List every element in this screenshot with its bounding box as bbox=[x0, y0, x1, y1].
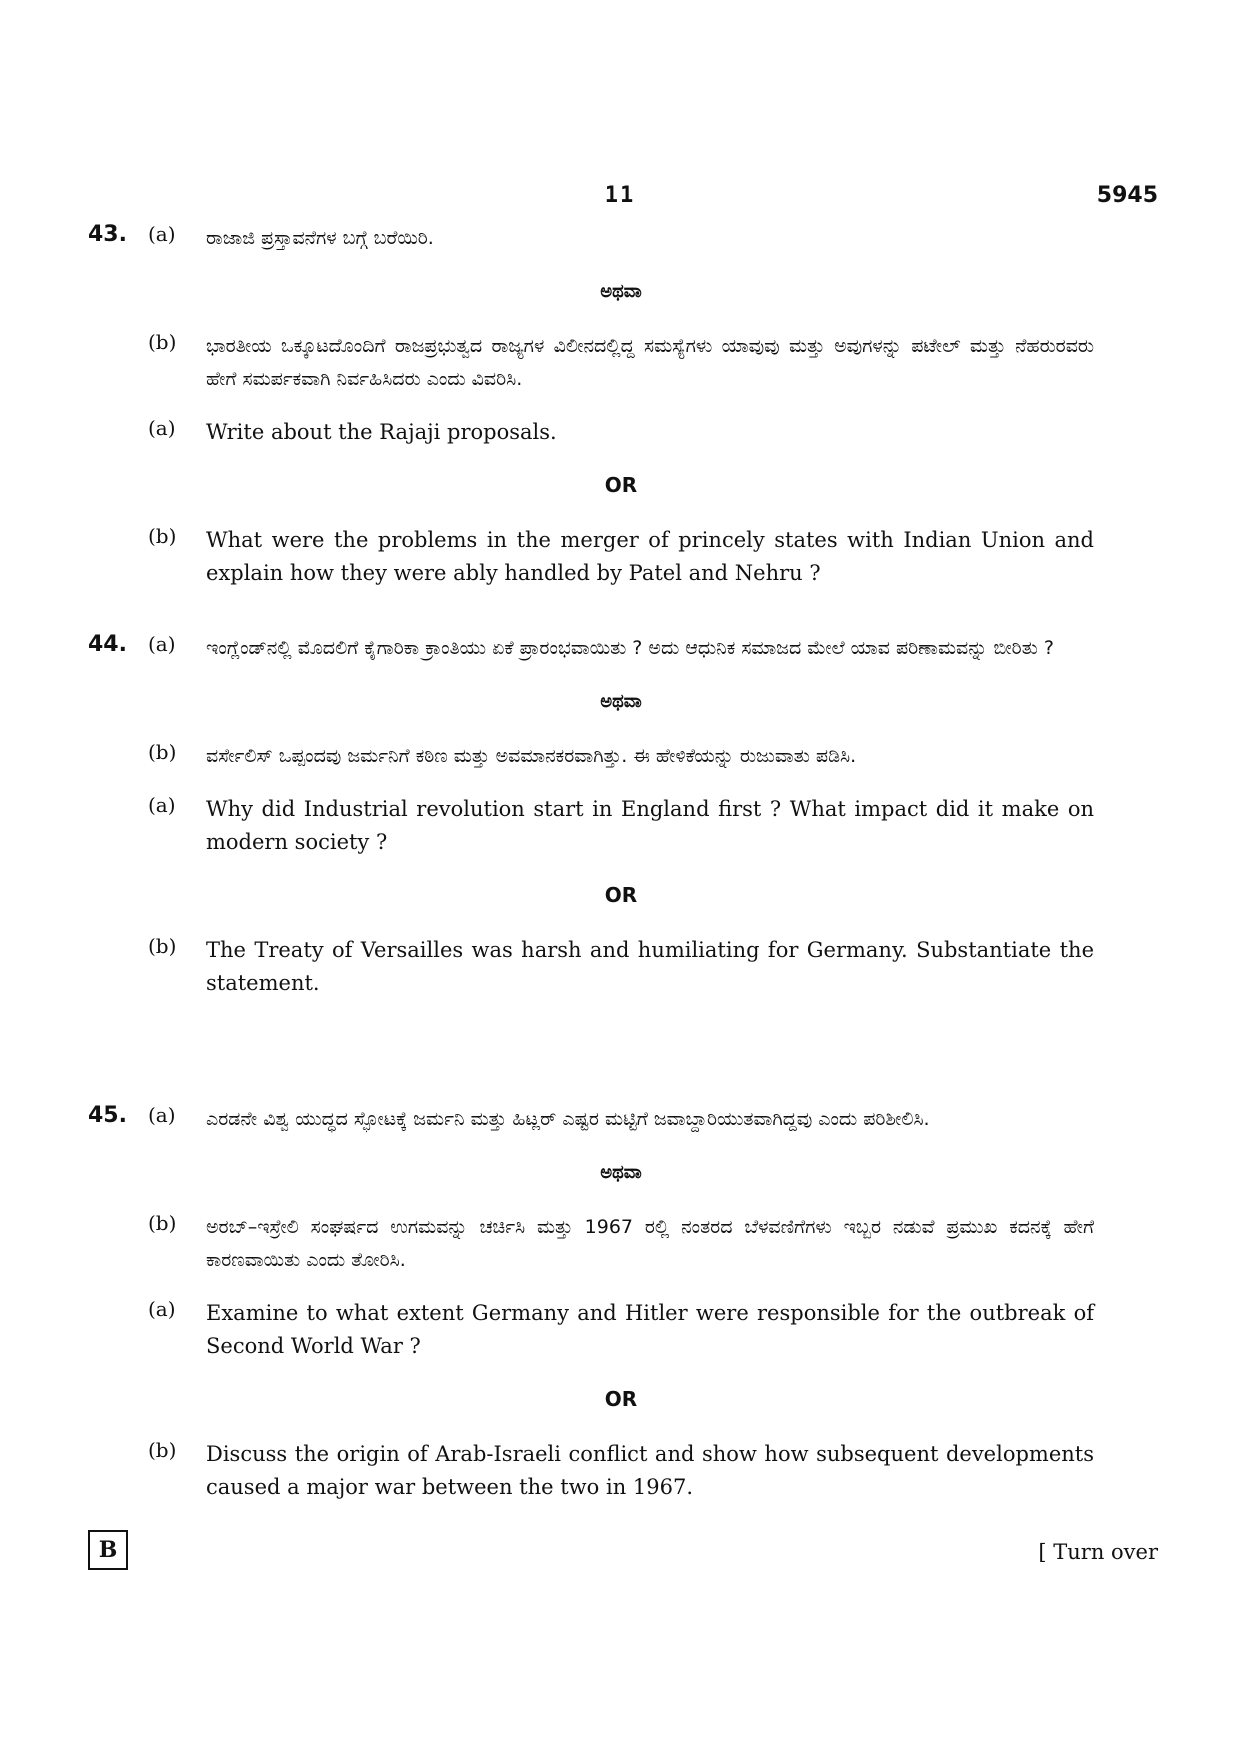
option-b-kannada bbox=[148, 1211, 1098, 1277]
option-text: ಎರಡನೇ ವಿಶ್ವ ಯುದ್ಧದ ಸ್ಫೋಟಕ್ಕೆ ಜರ್ಮನಿ ಮತ್ತು ಹಿಟ್ಲರ್ ಎಷ್ಟರ ಮಟ್ಟಿಗೆ ಜವಾಬ್ದಾರಿಯುತವಾಗಿದ್ದವು ಎಂದು ಪರಿಶೀಲಿಸಿ. bbox=[206, 1108, 930, 1130]
option-b-kannada bbox=[148, 330, 1098, 396]
option-a-kannada bbox=[148, 1103, 1098, 1136]
option-a-kannada bbox=[148, 222, 1098, 255]
question-44 bbox=[88, 632, 1098, 1020]
option-text: The Treaty of Versailles was harsh and humiliating for Germany. Substantiate the statement. bbox=[206, 938, 1094, 995]
option-a-english bbox=[148, 793, 1098, 859]
option-label: (a) bbox=[148, 793, 176, 817]
option-label: (a) bbox=[148, 222, 176, 246]
option-b-english bbox=[148, 524, 1098, 590]
option-a-english bbox=[148, 1297, 1098, 1363]
question-number: 43. bbox=[88, 222, 127, 247]
question-number: 44. bbox=[88, 632, 127, 657]
option-text: Discuss the origin of Arab-Israeli conflict and show how subsequent developments caused a major war between the two in 1967. bbox=[206, 1442, 1094, 1499]
option-label: (b) bbox=[148, 934, 177, 958]
option-text: ವರ್ಸೇಲಿಸ್ ಒಪ್ಪಂದವು ಜರ್ಮನಿಗೆ ಕಠಿಣ ಮತ್ತು ಅವಮಾನಕರವಾಗಿತ್ತು. ಈ ಹೇಳಿಕೆಯನ್ನು ರುಜುವಾತು ಪಡಿಸಿ. bbox=[206, 745, 857, 767]
question-number: 45. bbox=[88, 1103, 127, 1128]
option-b-english bbox=[148, 1438, 1098, 1504]
option-text: ಭಾರತೀಯ ಒಕ್ಕೂಟದೊಂದಿಗೆ ರಾಜಪ್ರಭುತ್ವದ ರಾಜ್ಯಗಳ ವಿಲೀನದಲ್ಲಿದ್ದ ಸಮಸ್ಯೆಗಳು ಯಾವುವು ಮತ್ತು ಅವುಗಳನ್ನು ಪಟೇಲ್ ಮತ್ತು ನೆಹರುರವರು ಹೇಗೆ ಸಮರ್ಪಕವಾಗಿ ನಿರ್ವಹಿಸಿದರು ಎಂದು ವಿವರಿಸಿ. bbox=[206, 335, 1094, 390]
or-separator-kannada: ಅಥವಾ bbox=[600, 1162, 642, 1183]
option-text: Why did Industrial revolution start in England first ? What impact did it make on modern society ? bbox=[206, 797, 1094, 854]
option-label: (a) bbox=[148, 416, 176, 440]
question-43 bbox=[88, 222, 1098, 610]
option-text: ಇಂಗ್ಲೆಂಡ್‌ನಲ್ಲಿ ಮೊದಲಿಗೆ ಕೈಗಾರಿಕಾ ಕ್ರಾಂತಿಯು ಏಕೆ ಪ್ರಾರಂಭವಾಯಿತು ? ಅದು ಆಧುನಿಕ ಸಮಾಜದ ಮೇಲೆ ಯಾವ ಪರಿಣಾಮವನ್ನು ಬೀರಿತು ? bbox=[206, 637, 1054, 659]
paper-code: 5945 bbox=[1096, 183, 1158, 208]
option-label: (b) bbox=[148, 524, 177, 548]
series-code-box: B bbox=[88, 1530, 128, 1570]
option-label: (a) bbox=[148, 632, 176, 656]
turn-over-note: [ Turn over bbox=[1038, 1540, 1158, 1564]
option-text: ರಾಜಾಜಿ ಪ್ರಸ್ತಾವನೆಗಳ ಬಗ್ಗೆ ಬರೆಯಿರಿ. bbox=[206, 227, 434, 249]
option-a-english bbox=[148, 416, 1098, 449]
or-separator-english: OR bbox=[604, 1387, 638, 1411]
or-separator-english: OR bbox=[604, 473, 638, 497]
question-45 bbox=[88, 1103, 1098, 1524]
option-b-english bbox=[148, 934, 1098, 1000]
or-separator-kannada: ಅಥವಾ bbox=[600, 281, 642, 302]
option-label: (a) bbox=[148, 1297, 176, 1321]
option-text: Examine to what extent Germany and Hitler were responsible for the outbreak of Second World War ? bbox=[206, 1301, 1094, 1358]
option-b-kannada bbox=[148, 740, 1098, 773]
or-separator-english: OR bbox=[604, 883, 638, 907]
option-text: ಅರಬ್–ಇಸ್ರೇಲಿ ಸಂಘರ್ಷದ ಉಗಮವನ್ನು ಚರ್ಚಿಸಿ ಮತ್ತು 1967 ರಲ್ಲಿ ನಂತರದ ಬೆಳವಣಿಗೆಗಳು ಇಬ್ಬರ ನಡುವೆ ಪ್ರಮುಖ ಕದನಕ್ಕೆ ಹೇಗೆ ಕಾರಣವಾಯಿತು ಎಂದು ತೋರಿಸಿ. bbox=[206, 1216, 1094, 1271]
or-separator-kannada: ಅಥವಾ bbox=[600, 691, 642, 712]
option-label: (b) bbox=[148, 740, 177, 764]
option-a-kannada bbox=[148, 632, 1098, 665]
option-label: (b) bbox=[148, 330, 177, 354]
option-text: Write about the Rajaji proposals. bbox=[206, 420, 557, 444]
option-label: (a) bbox=[148, 1103, 176, 1127]
page-number: 11 bbox=[604, 183, 636, 208]
option-label: (b) bbox=[148, 1211, 177, 1235]
option-text: What were the problems in the merger of princely states with Indian Union and explain how they were ably handled by Patel and Nehru ? bbox=[206, 528, 1094, 585]
option-label: (b) bbox=[148, 1438, 177, 1462]
